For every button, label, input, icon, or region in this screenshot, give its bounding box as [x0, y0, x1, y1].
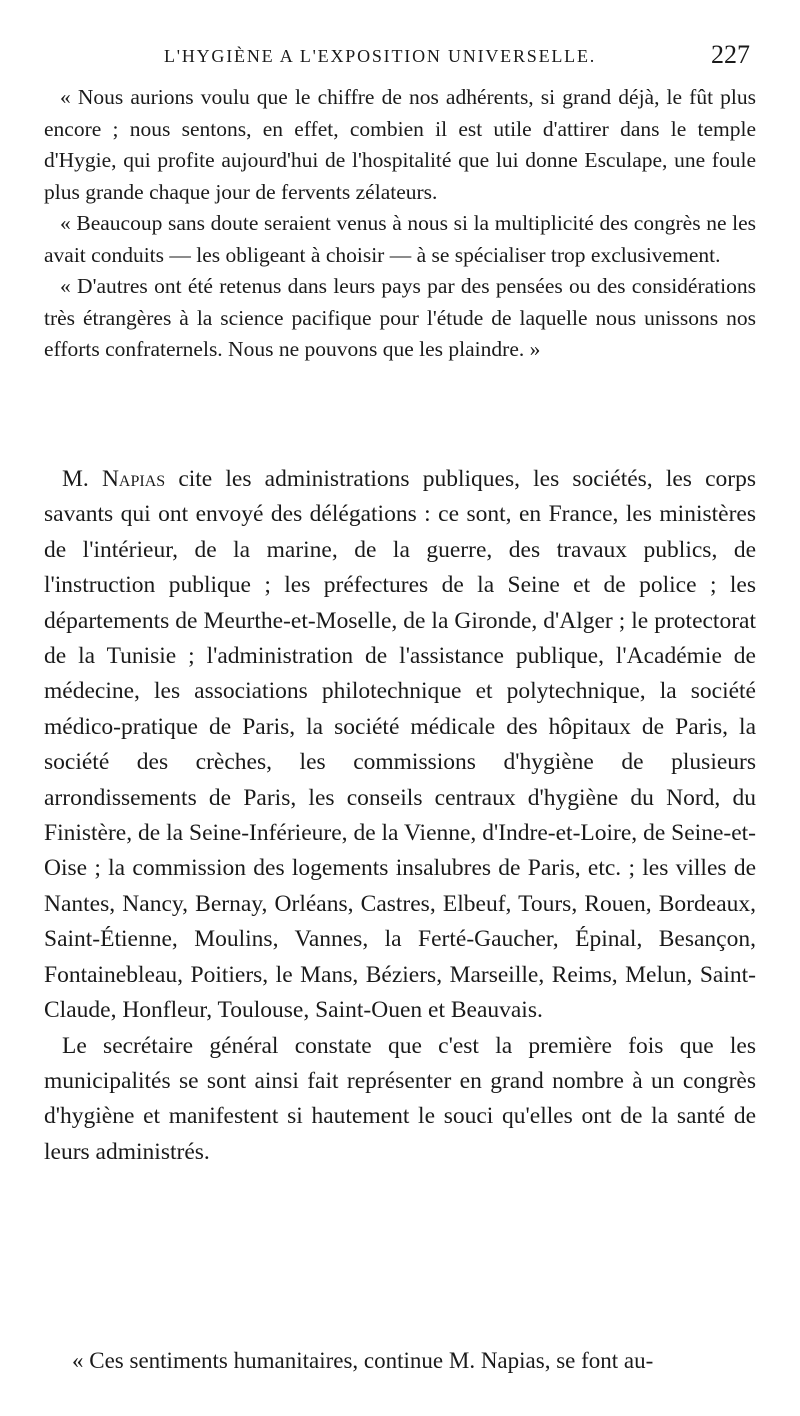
main-text-block [44, 462, 756, 1170]
municipalities-paragraph: Le secrétaire général constate que c'est la première fois que les municipalités se sont ainsi fait représenter en grand nombre à un congrès d'hygiène et manifestent si hautement le souci qu'elles ont de la santé de leurs administrés. [44, 1032, 756, 1165]
delegations-text: cite les administrations publiques, les sociétés, les corps savants qui ont envoyé des délégations : ce sont, en France, les ministères de l'intérieur, de la marine, de la guerre, des travaux publics, de l'instruction publique ; les préfectures de la Seine et de police ; les départements de Meurthe-et-Moselle, de la Gironde, d'Alger ; le protectorat de la Tunisie ; l'administration de l'assistance publique, l'Académie de médecine, les associations philotechnique et polytechnique, la société médico-pratique de Paris, la société médicale des hôpitaux de Paris, la société des crèches, les commissions d'hygiène de plusieurs arrondissements de Paris, les conseils centraux d'hygiène du Nord, du Finistère, de la Seine-Inférieure, de la Vienne, d'Indre-et-Loire, de Seine-et-Oise ; la commission des logements insalubres de Paris, etc. ; les villes de Nantes, Nancy, Bernay, Orléans, Castres, Elbeuf, Tours, Rouen, Bordeaux, Saint-Étienne, Moulins, Vannes, la Ferté-Gaucher, Épinal, Besançon, Fontainebleau, Poitiers, le Mans, Béziers, Marseille, Reims, Melun, Saint-Claude, Honfleur, Toulouse, Saint-Ouen et Beauvais. [44, 466, 756, 1024]
quote-paragraph: « Beaucoup sans doute seraient venus à nous si la multiplicité des congrès ne les avait conduits — les obligeant à choisir — à se spécialiser trop exclusivement. [44, 211, 756, 267]
quote-paragraph: « D'autres ont été retenus dans leurs pays par des pensées ou des considérations très étrangères à la science pacifique pour l'étude de laquelle nous unissons nos efforts confraternels. Nous ne pouvons que les plaindre. » [44, 274, 756, 361]
quotation-block [44, 82, 756, 366]
page-number: 227 [711, 40, 750, 69]
speaker-prefix: M. [62, 466, 102, 492]
speaker-name: Napias [101, 466, 166, 492]
continued-quote-line: « Ces sentiments humanitaires, continue M. Napias, se font au- [72, 1348, 654, 1373]
quote-paragraph: « Nous aurions voulu que le chiffre de nos adhérents, si grand déjà, le fût plus encore ; nous sentons, en effet, combien il est utile d'attirer dans le temple d'Hygie, qui profite aujourd'hui de l'hospitalité que lui donne Esculape, une foule plus grande chaque jour de fervents zélateurs. [44, 85, 756, 204]
running-title: L'HYGIÈNE A L'EXPOSITION UNIVERSELLE. [164, 46, 597, 66]
page-header [150, 40, 760, 70]
delegations-paragraph [44, 462, 756, 1029]
